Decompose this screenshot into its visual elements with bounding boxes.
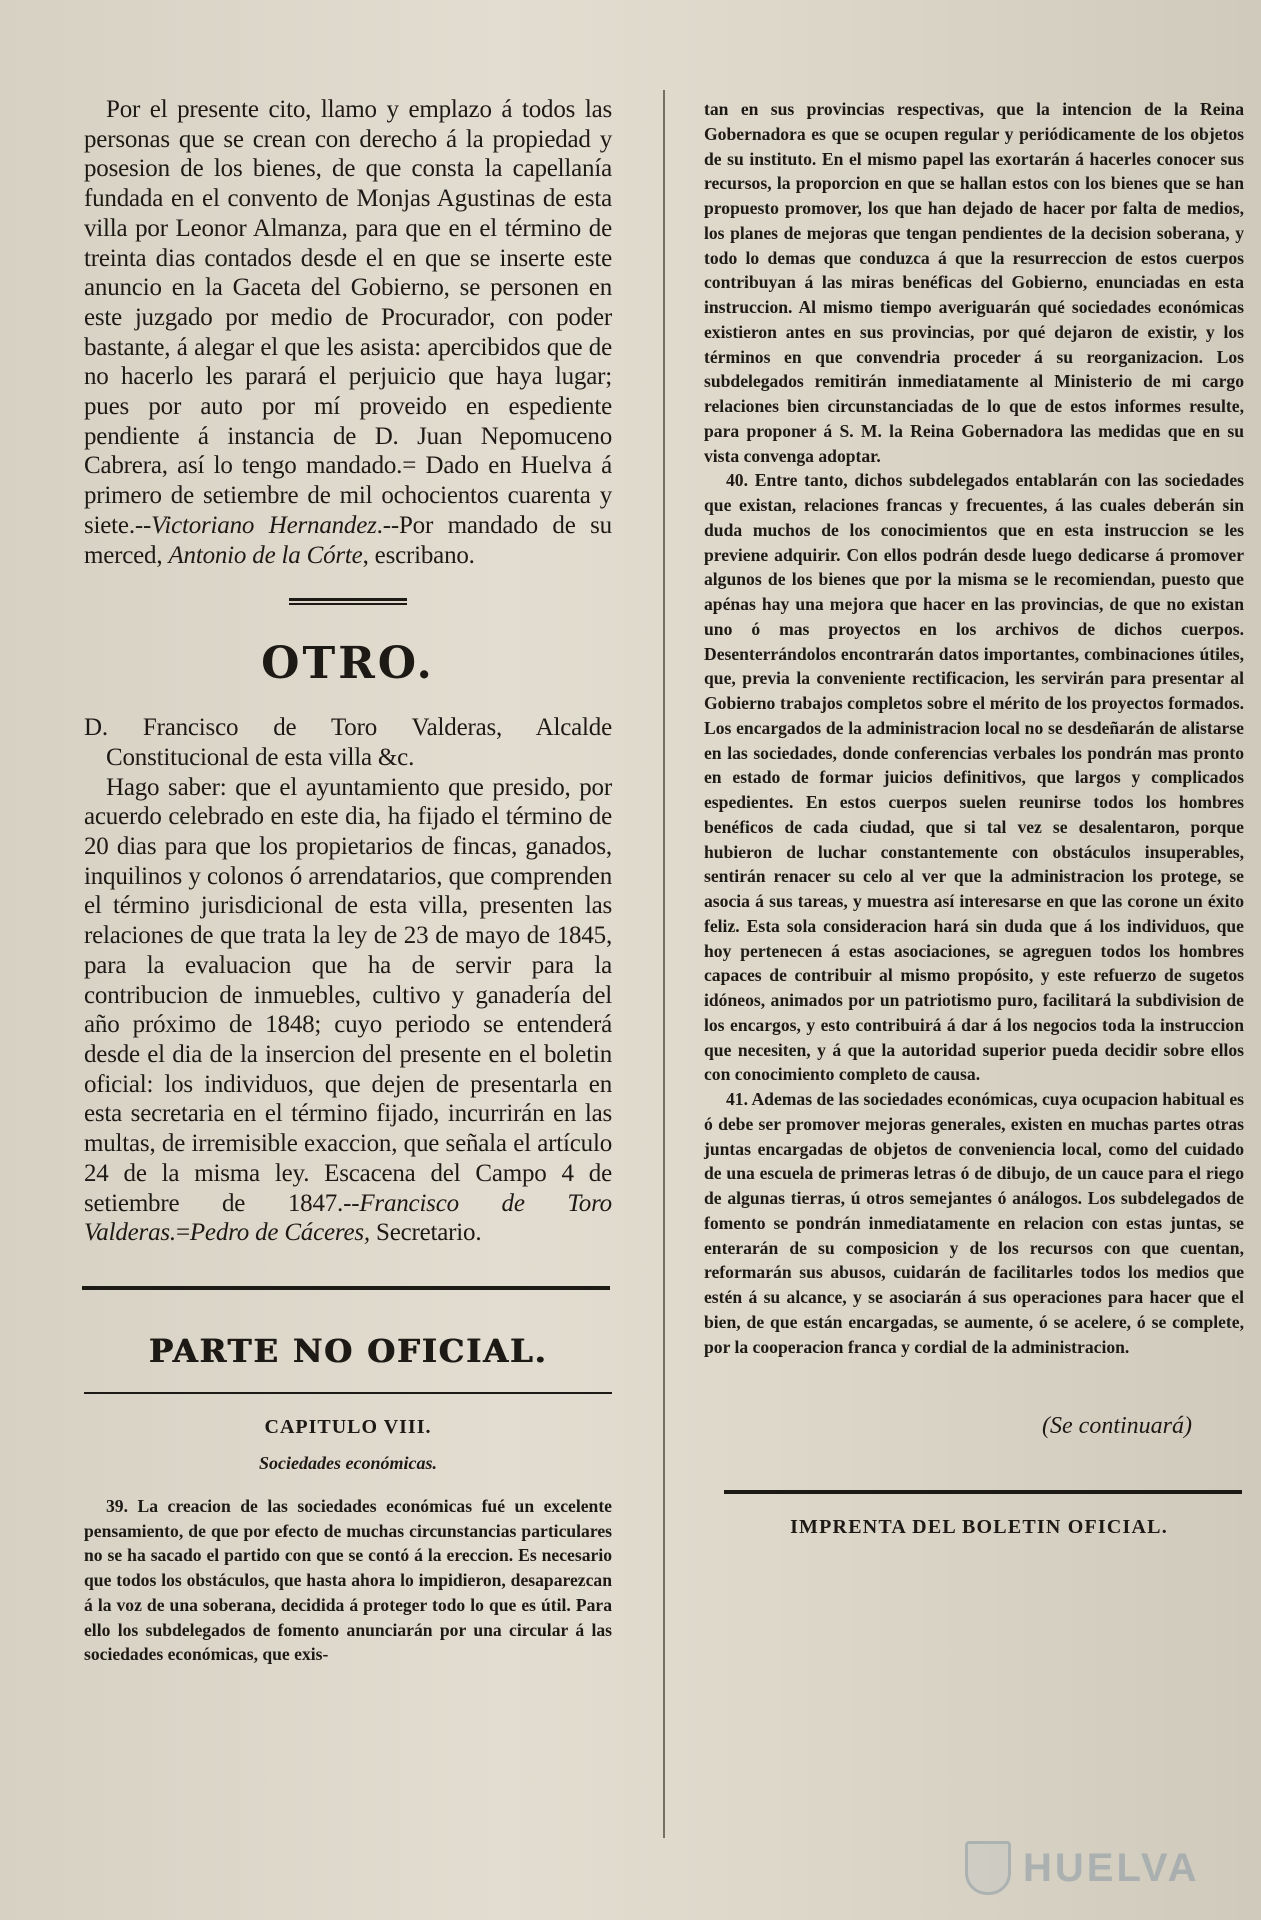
otro-header: D. Francisco de Toro Valderas, Alcalde Constitucional de esta villa &c. (84, 714, 612, 771)
section-rule (82, 1286, 610, 1290)
edict-end-text: , escribano. (362, 541, 475, 569)
edict-mid-text: .--Por mandado de su merced, (84, 511, 612, 569)
otro-signature-1: Francisco de Toro Valderas. (84, 1189, 612, 1247)
ornament-divider (289, 598, 407, 606)
parte-no-oficial-heading: PARTE NO OFICIAL. (148, 1331, 548, 1370)
section-rule-thin (84, 1392, 612, 1394)
chapter-subtitle: Sociedades económicas. (259, 1452, 437, 1473)
chapter-heading: CAPITULO VIII. (264, 1415, 432, 1438)
article-40: 40. Entre tanto, dichos subdelegados entablarán con las sociedades que existan, relaciones francas y frecuentes, á las cuales deberán sin duda muchos de los conocimientos que en esta instruccion se les previene adquirir. Con ellos podrán desde luego dedicarse á promover algunos de los bienes que por la misma se le recomiendan, puesto que apénas hay una mejora que hacer en las provincias, de que no existan uno ó mas proyectos en los archivos de dichos cuerpos. Desenterrándolos encontrarán datos importantes, combinaciones útiles, que, previa la conveniente rectificacion, les servirán para presentar al Gobierno trabajos completos sobre el mérito de los proyectos formados. Los encargados de la administracion local no se desdeñarán de alistarse en las sociedades, donde conferencias verbales los pondrán mas pronto en estado de formar juicios definitivos, que largos y complicados espedientes. En estos cuerpos suelen reunirse todos los hombres benéficos de cada ciudad, que si tal vez se desalentaron, porque hubieron de luchar constantemente con obstáculos insuperables, sentirán renacer su celo al ver que la administracion los protege, se asocia á sus tareas, y muestra así interesarse en que las corone un éxito feliz. Esta sola consideracion hará sin duda que á los individuos, que hoy pertenecen á estas asociaciones, se agreguen todos los hombres capaces de contribuir al mismo propósito, y este refuerzo de sugetos idóneos, animados por un patriotismo puro, facilitará la subdivision de los encargos, y esto contribuirá á dar á los negocios toda la instruccion que necesiten, y á que la autoridad superior pueda decidir sobre ellos con conocimiento completo de causa. (704, 470, 1244, 1085)
otro-heading: OTRO. (261, 638, 435, 690)
library-stamp (965, 1838, 1245, 1898)
left-column (84, 95, 612, 1667)
article-39-continued: tan en sus provincias respectivas, que la intencion de la Reina Gobernadora es que se ocupen regular y periódicamente de los objetos de su instituto. En el mismo papel las exortarán á hacerles conocer sus recursos, la proporcion en que se hallan estos con los bienes que se han propuesto promover, los que han dejado de hacer por falta de medios, los planes de mejoras que tengan pendientes de la decision soberana, y todo lo demas que conduzca á que la resurreccion de estos cuerpos contribuyan á las miras benéficas del Gobierno, enunciadas en esta instruccion. Al mismo tiempo averiguarán qué sociedades económicas existieron antes en sus provincias, por qué dejaron de existir, y los términos en que convendria proceder á su reorganizacion. Los subdelegados remitirán inmediatamente al Ministerio de mi cargo relaciones bien circunstanciadas de lo que de estos informes resulte, para proponer á S. M. la Reina Gobernadora las medidas que en su vista convenga adoptar. (704, 99, 1244, 466)
edict-signature-1: Victoriano Hernandez (151, 511, 377, 539)
article-41: 41. Ademas de las sociedades económicas, cuya ocupacion habitual es ó debe ser promover mejoras generales, existen en muchas partes otras juntas encargadas de objetos de conveniencia local, como del cuidado de una escuela de primeras letras ó de dibujo, de un cauce para el riego de algunas tierras, ú otros semejantes ó análogos. Los subdelegados de fomento se pondrán inmediatamente en relacion con estas juntas, se enterarán de su composicion y de los recursos con que cuentan, reformarán sus abusos, cuidarán de facilitarles todos los medios que estén á su alcance, y se asociarán á sus operaciones para hacer que el bien, de que están encargadas, se aumente, ó se acelere, ó se complete, por la cooperacion franca y cordial de la administracion. (704, 1089, 1244, 1357)
coat-of-arms-icon (965, 1841, 1011, 1895)
otro-signature-2: Pedro de Cáceres, (189, 1219, 370, 1247)
otro-signature-separator: = (175, 1219, 190, 1247)
edict-text: Por el presente cito, llamo y emplazo á todos las personas que se crean con derecho á la propiedad y posesion de los bienes, de que consta la capellanía fundada en el convento de Monjas Agustinas de esta villa por Leonor Almanza, para que en el término de treinta dias contados desde el en que se inserte este anuncio en la Gaceta del Gobierno, se personen en este juzgado por medio de Procurador, con poder bastante, á alegar el que les asista: apercibidos que de no hacerlo les parará el perjuicio que haya lugar; pues por auto por mí proveido en espediente pendiente á instancia de D. Juan Nepomuceno Cabrera, así lo tengo mandado.= Dado en Huelva á primero de setiembre de mil ochocientos cuarenta y siete.-- (84, 96, 612, 539)
otro-signature-end: Secretario. (369, 1219, 482, 1247)
otro-body-text: Hago saber: que el ayuntamiento que presido, por acuerdo celebrado en este dia, ha fijado el término de 20 dias para que los propietarios de fincas, ganados, inquilinos y colonos ó arrendatarios, que comprenden el término jurisdicional de esta villa, presenten las relaciones de que trata la ley de 23 de mayo de 1845, para la evaluacion que ha de servir para la contribucion de inmuebles, cultivo y ganadería del año próximo de 1848; cuyo periodo se entenderá desde el dia de la insercion del presente en el boletin oficial: los individuos, que dejen de presentarla en esta secretaria en el término fijado, incurrirán en las multas, de irremisible exaccion, que señala el artículo 24 de la misma ley. Escacena del Campo 4 de setiembre de 1847.-- (84, 773, 612, 1217)
footer-rule (724, 1490, 1242, 1494)
right-column (704, 97, 1244, 1539)
stamp-text: HUELVA (1023, 1845, 1200, 1890)
continued-note: (Se continuará) (1042, 1413, 1192, 1440)
edict-paragraph (84, 95, 612, 570)
article-39: 39. La creacion de las sociedades económicas fué un excelente pensamiento, de que por efecto de muchas circunstancias particulares no se ha sacado el partido con que se contó á la ereccion. Es necesario que todos los obstáculos, que hasta ahora lo impidieron, desaparezcan á la voz de una soberana, decidida á proteger todo lo que es útil. Para ello los subdelegados de fomento anunciarán por una circular á las sociedades económicas, que exis- (84, 1495, 612, 1665)
otro-body (84, 773, 612, 1248)
printer-imprint: IMPRENTA DEL BOLETIN OFICIAL. (790, 1516, 1168, 1539)
edict-signature-2: Antonio de la Córte (168, 541, 363, 569)
column-divider (663, 90, 665, 1838)
